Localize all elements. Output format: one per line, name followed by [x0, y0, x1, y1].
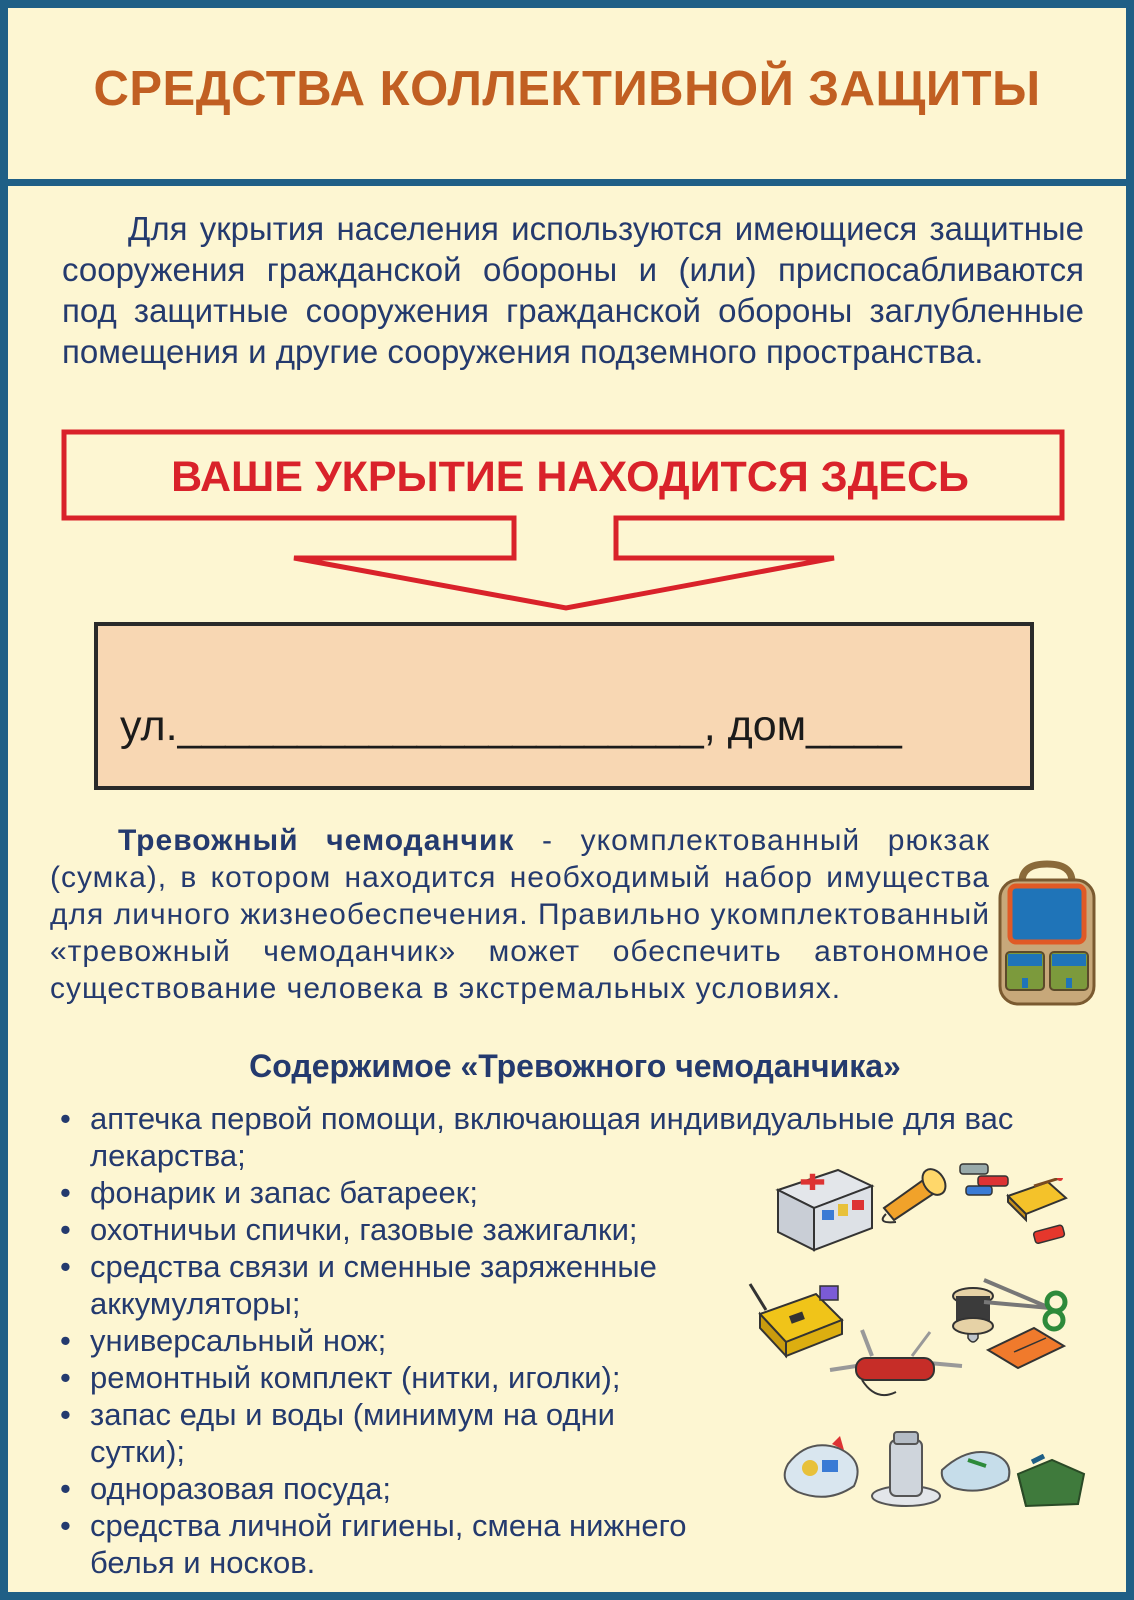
matches-icon: [1004, 1178, 1070, 1224]
backpack-icon: [992, 860, 1102, 1010]
intro-paragraph: Для укрытия населения используются имеющиеся защитные сооружения гражданской обороны и (или) приспосабливаются под защитные сооружения гражданской обороны заглубленные помещения и другие сооружения подземного пространства.: [62, 210, 1084, 370]
list-item: • средства личной гигиены, смена нижнего белья и носков.: [56, 1507, 756, 1581]
page-title: СРЕДСТВА КОЛЛЕКТИВНОЙ ЗАЩИТЫ: [93, 61, 1041, 116]
list-item: • аптечка первой помощи, включающая индивидуальные для вас лекарства;: [56, 1100, 1046, 1174]
list-item: • одноразовая посуда;: [56, 1470, 756, 1507]
lighter-icon: [1030, 1222, 1070, 1246]
list-item: • фонарик и запас батареек;: [56, 1174, 756, 1211]
flashlight-icon: [876, 1156, 956, 1226]
kit-term: Тревожный чемоданчик: [118, 824, 515, 857]
list-item: • универсальный нож;: [56, 1322, 756, 1359]
title-band: [8, 8, 1126, 186]
contents-title: Содержимое «Тревожного чемоданчика»: [249, 1048, 901, 1084]
address-line: ул.______________________, дом____: [120, 702, 902, 750]
repair-kit-icon: [984, 1324, 1068, 1372]
food-bag-icon: [778, 1434, 868, 1504]
towel-icon: [938, 1440, 1018, 1500]
scissors-icon: [980, 1272, 1070, 1332]
first-aid-kit-icon: [768, 1160, 878, 1256]
kit-description: [50, 822, 990, 1007]
kit-description-text: - укомплектованный рюкзак (сумка), в котором находится необходимый набор имущества для личного жизнеобеспечения. Правильно укомплектованный «тревожный чемоданчик» может обеспечить автономное существование человека в экстремальных условиях.: [50, 824, 990, 1005]
clothes-icon: [1012, 1454, 1088, 1510]
shelter-heading: ВАШЕ УКРЫТИЕ НАХОДИТСЯ ЗДЕСЬ: [171, 453, 969, 501]
list-item: • ремонтный комплект (нитки, иголки);: [56, 1359, 756, 1396]
thermos-icon: [866, 1430, 946, 1510]
list-item: • охотничьи спички, газовые зажигалки;: [56, 1211, 756, 1248]
pocket-knife-icon: [826, 1326, 966, 1406]
list-item: • запас еды и воды (минимум на одни сутки);: [56, 1396, 676, 1470]
list-item: • средства связи и сменные заряженные аккумуляторы;: [56, 1248, 716, 1322]
